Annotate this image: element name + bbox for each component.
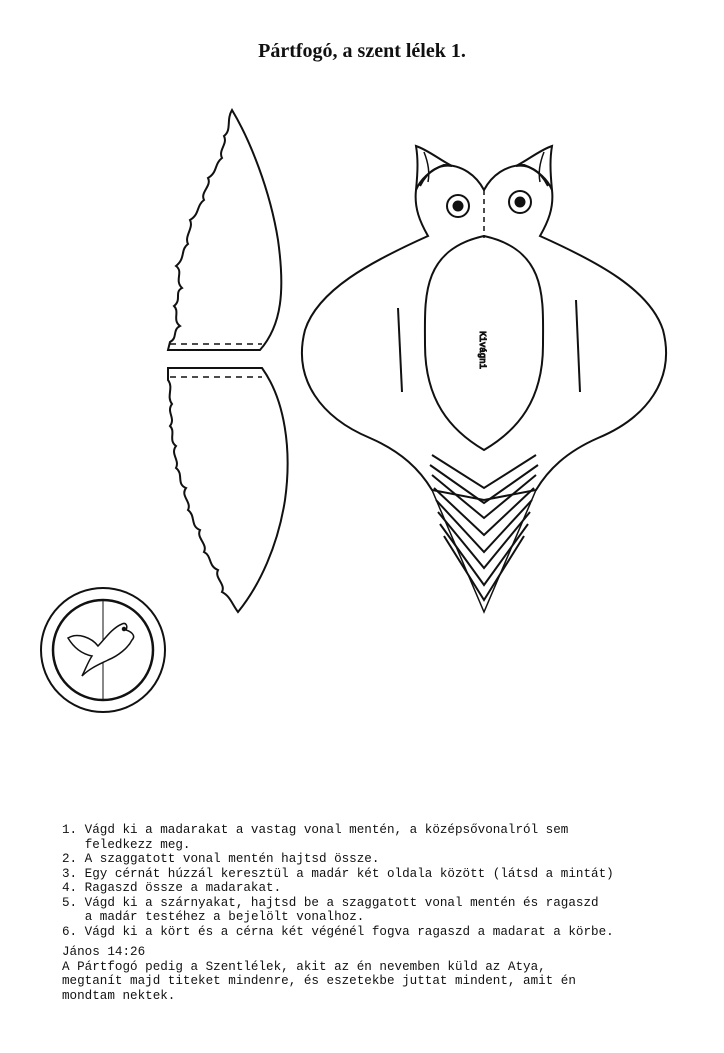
step-1: 1. Vágd ki a madarakat a vastag vonal mentén, a középsővonalról sem feledkezz meg. — [62, 823, 569, 852]
step-5: 5. Vágd ki a szárnyakat, hajtsd be a szaggatott vonal mentén és ragaszd a madár testéhez a bejelölt vonalhoz. — [62, 895, 599, 924]
small-bird-icon — [68, 623, 134, 676]
right-eye-icon — [509, 191, 531, 213]
cut-label: Kivágni — [477, 331, 487, 369]
step-3: 3. Egy cérnát húzzál keresztül a madár két oldala között (látsd a mintát) — [62, 866, 614, 881]
bible-reference: János 14:26 — [62, 945, 146, 959]
page-title: Pártfogó, a szent lélek 1. — [258, 40, 466, 62]
step-4: 4. Ragaszd össze a madarakat. — [62, 881, 282, 895]
lower-wing — [168, 368, 288, 612]
bird-body-template — [302, 146, 666, 612]
steps-list — [62, 823, 712, 939]
instructions — [62, 823, 712, 1003]
seal-circle — [41, 588, 165, 712]
bible-quote: A Pártfogó pedig a Szentlélek, akit az én nevemben küld az Atya, megtanít majd titeket mindenre, és eszetekbe juttat mindent, amit én mondtam nektek. — [62, 959, 576, 1003]
tail-feathers — [430, 455, 538, 612]
left-eye-icon — [447, 195, 469, 217]
step-6: 6. Vágd ki a kört és a cérna két végénél fogva ragaszd a madarat a körbe. — [62, 924, 614, 939]
step-2: 2. A szaggatott vonal mentén hajtsd össze. — [62, 852, 380, 866]
upper-wing — [168, 110, 281, 350]
